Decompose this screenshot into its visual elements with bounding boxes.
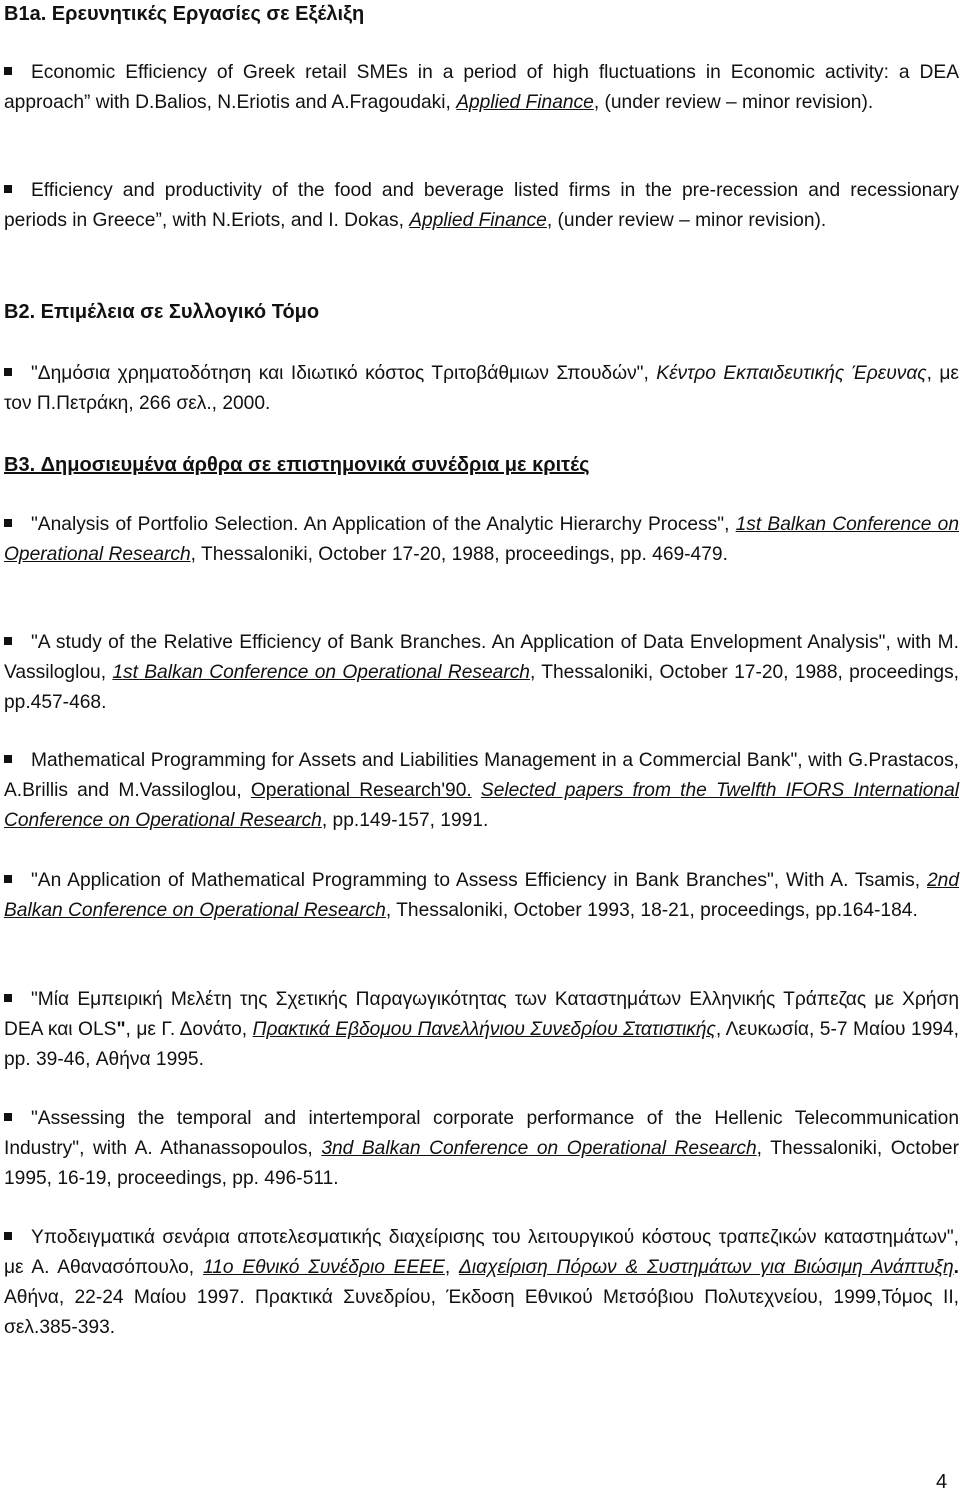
conference-title: Operational Research'90. (250, 780, 472, 801)
conference-title: 1st Balkan Conference on Operational Research (112, 662, 530, 683)
bullet-square-icon (4, 368, 12, 376)
entry-text: "An Application of Mathematical Programming to Assess Efficiency in Bank Branches", With A. Tsamis, (31, 870, 927, 891)
entry-text: , με τον Π.Πετράκη, 266 σελ., 2000. (4, 363, 959, 414)
bullet-square-icon (4, 67, 12, 75)
entry-text: , Thessaloniki, October 17-20, 1988, proceedings, pp. 469-479. (190, 544, 728, 565)
conference-title: 3nd Balkan Conference on Operational Research (321, 1138, 757, 1159)
entry-text: Mathematical Programming for Assets and Liabilities Management in a Commercial Bank", with G.Prastacos, A.Brillis and M.Vassiloglou, (4, 750, 959, 801)
entry-text: "Δημόσια χρηματοδότηση και Ιδιωτικό κόστος Τριτοβάθμιων Σπουδών", (31, 363, 657, 384)
bullet-square-icon (4, 519, 12, 527)
conference-title: 11ο Εθνικό Συνέδριο ΕΕΕΕ (202, 1257, 445, 1278)
entry-text: Αθήνα, 22-24 Μαίου 1997. Πρακτικά Συνεδρίου, Έκδοση Εθνικού Μετσόβιου Πολυτεχνείου, 1999,Τόμος ΙΙ, σελ.385-393. (4, 1287, 959, 1338)
bullet-square-icon (4, 1113, 12, 1121)
list-item (4, 628, 959, 718)
bullet-square-icon (4, 1232, 12, 1240)
publisher-name: Κέντρο Εκπαιδευτικής Έρευνας (656, 363, 927, 384)
page-number: 4 (936, 1471, 948, 1493)
entry-text (472, 780, 481, 801)
entry-text: "A study of the Relative Efficiency of Bank Branches. An Application of Data Envelopment Analysis", with M. Vassiloglou, (4, 632, 959, 683)
section-heading-b2-text: B2. Επιμέλεια σε Συλλογικό Τόμο (4, 301, 320, 323)
bullet-square-icon (4, 994, 12, 1002)
section-heading-b3-text: B3. Δημοσιευμένα άρθρα σε επιστημονικά συνέδρια με κριτές (4, 454, 590, 476)
list-item (4, 359, 959, 419)
entry-text: Efficiency and productivity of the food and beverage listed firms in the pre-recession and recessionary periods in Greece”, with N.Eriots, and I. Dokas, (4, 180, 959, 231)
entry-text: , Thessaloniki, October 1995, 16-19, proceedings, pp. 496-511. (4, 1138, 959, 1189)
list-item (4, 985, 959, 1075)
entry-text: , Λευκωσία, 5-7 Μαίου 1994, pp. 39-46, Αθήνα 1995. (4, 1019, 959, 1070)
entry-text: Economic Efficiency of Greek retail SMEs in a period of high fluctuations in Economic activity: a DEA approach” with D.Balios, N.Eriotis and A.Fragoudaki, (4, 62, 959, 113)
entry-text: " (116, 1019, 126, 1040)
conference-subtitle: Διαχείριση Πόρων & Συστημάτων για Βιώσιμη Ανάπτυξη (459, 1257, 954, 1278)
list-item (4, 1104, 959, 1194)
list-item (4, 1223, 959, 1343)
section-heading-b2 (4, 300, 319, 324)
entry-text: "Assessing the temporal and intertemporal corporate performance of the Hellenic Telecommunication Industry", with A. Athanassopoulos, (4, 1108, 959, 1159)
entry-text: "Μία Εμπειρική Μελέτη της Σχετικής Παραγωγικότητας των Καταστημάτων Ελληνικής Τράπεζας με Χρήση DEA και OLS (4, 989, 959, 1040)
conference-title: 1st Balkan Conference on Operational Research (4, 514, 960, 565)
journal-title: Applied Finance (456, 92, 594, 113)
entry-text: Υποδειγματικά σενάρια αποτελεσματικής διαχείρισης του λειτουργικού κόστους τραπεζικών καταστημάτων", με Α. Αθανασόπουλο, (4, 1227, 959, 1278)
conference-title: Πρακτικά Εβδομου Πανελλήνιου Συνεδρίου Στατιστικής (252, 1019, 716, 1040)
list-item (4, 58, 959, 118)
entry-text: , (under review – minor revision). (546, 210, 827, 231)
entry-text: , Thessaloniki, October 17-20, 1988, proceedings, pp.457-468. (4, 662, 959, 713)
entry-text: , pp.149-157, 1991. (321, 810, 489, 831)
bullet-square-icon (4, 637, 12, 645)
list-item (4, 510, 959, 570)
entry-text: , (444, 1257, 460, 1278)
entry-text: , (under review – minor revision). (593, 92, 874, 113)
section-heading-b1a-text: B1a. Ερευνητικές Εργασίες σε Εξέλιξη (4, 3, 365, 25)
section-heading-b1a (4, 2, 364, 26)
entry-text: . (953, 1257, 959, 1278)
entry-text: , Thessaloniki, October 1993, 18-21, proceedings, pp.164-184. (385, 900, 918, 921)
entry-text: , με Γ. Δονάτο, (125, 1019, 253, 1040)
list-item (4, 746, 959, 836)
list-item (4, 176, 959, 236)
conference-title: 2nd Balkan Conference on Operational Research (4, 870, 959, 921)
conference-subtitle: Selected papers from the Twelfth IFORS International Conference on Operational Research (4, 780, 959, 831)
bullet-square-icon (4, 185, 12, 193)
section-heading-b3 (4, 453, 590, 477)
bullet-square-icon (4, 755, 12, 763)
bullet-square-icon (4, 875, 12, 883)
list-item (4, 866, 959, 926)
entry-text: "Analysis of Portfolio Selection. An Application of the Analytic Hierarchy Process", (31, 514, 736, 535)
journal-title: Applied Finance (409, 210, 547, 231)
